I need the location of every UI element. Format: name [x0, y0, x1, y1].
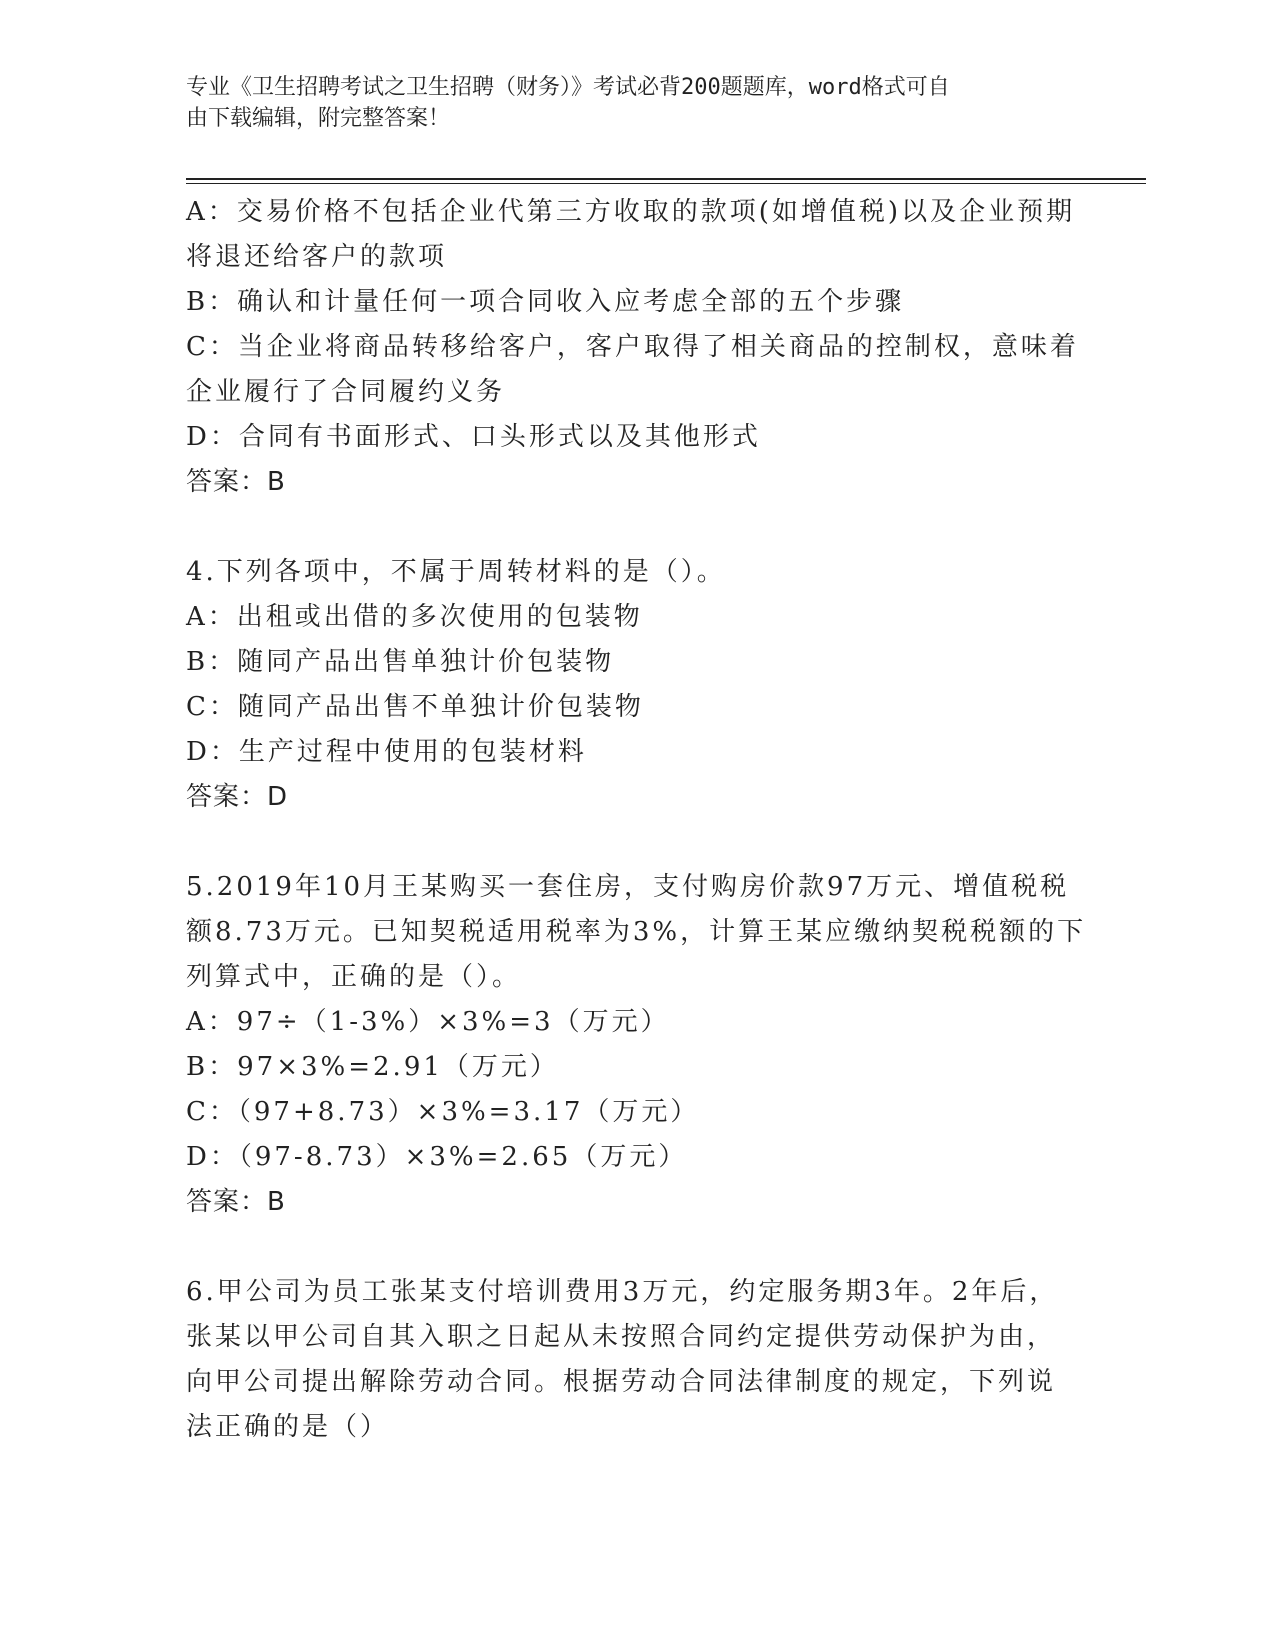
header-rule-thin	[186, 183, 1146, 184]
option-a: A：97÷（1-3%）×3%=3（万元）	[186, 1007, 670, 1037]
question-stem-line-3: 列算式中，正确的是（）。	[186, 962, 522, 992]
question-6	[186, 1270, 1086, 1450]
option-d: D：合同有书面形式、口头形式以及其他形式	[186, 422, 761, 452]
option-c: C：随同产品出售不单独计价包装物	[186, 692, 644, 722]
option-c: C：（97+8.73）×3%=3.17（万元）	[186, 1097, 700, 1127]
option-b: B：确认和计量任何一项合同收入应考虑全部的五个步骤	[186, 287, 905, 317]
question-stem-line-2: 张某以甲公司自其入职之日起从未按照合同约定提供劳动保护为由，	[186, 1322, 1057, 1352]
option-b: B：随同产品出售单独计价包装物	[186, 647, 615, 677]
question-stem-line-1: 6.甲公司为员工张某支付培训费用3万元，约定服务期3年。2年后，	[186, 1277, 1059, 1307]
option-a: A：出租或出借的多次使用的包装物	[186, 602, 643, 632]
answer-line: 答案：B	[186, 467, 286, 497]
document-body	[186, 190, 1086, 1450]
option-a-line-1: A：交易价格不包括企业代第三方收取的款项(如增值税)以及企业预期	[186, 197, 1076, 227]
option-b: B：97×3%=2.91（万元）	[186, 1052, 559, 1082]
question-5	[186, 865, 1086, 1225]
question-stem-line-4: 法正确的是（）	[186, 1412, 390, 1442]
option-c-line-1: C：当企业将商品转移给客户，客户取得了相关商品的控制权，意味着	[186, 332, 1079, 362]
answer-line: 答案：D	[186, 782, 289, 812]
option-c-line-2: 企业履行了合同履约义务	[186, 377, 506, 407]
question-stem-line-2: 额8.73万元。已知契税适用税率为3%，计算王某应缴纳契税税额的下	[186, 917, 1087, 947]
header-line-2: 由下载编辑，附完整答案！	[186, 106, 451, 131]
question-stem-line-1: 5.2019年10月王某购买一套住房，支付购房价款97万元、增值税税	[186, 872, 1070, 902]
document-header	[186, 72, 1086, 134]
question-4	[186, 550, 1086, 820]
answer-line: 答案：B	[186, 1187, 286, 1217]
header-line-1: 专业《卫生招聘考试之卫生招聘（财务）》考试必背200题题库，word格式可自	[186, 75, 950, 100]
question-stem-line-3: 向甲公司提出解除劳动合同。根据劳动合同法律制度的规定，下列说	[186, 1367, 1057, 1397]
header-rule-thick	[186, 178, 1146, 180]
question-3-options	[186, 190, 1086, 505]
option-d: D：生产过程中使用的包装材料	[186, 737, 587, 767]
question-stem: 4.下列各项中，不属于周转材料的是（）。	[186, 557, 726, 587]
option-a-line-2: 将退还给客户的款项	[186, 242, 448, 272]
option-d: D：（97-8.73）×3%=2.65（万元）	[186, 1142, 688, 1172]
